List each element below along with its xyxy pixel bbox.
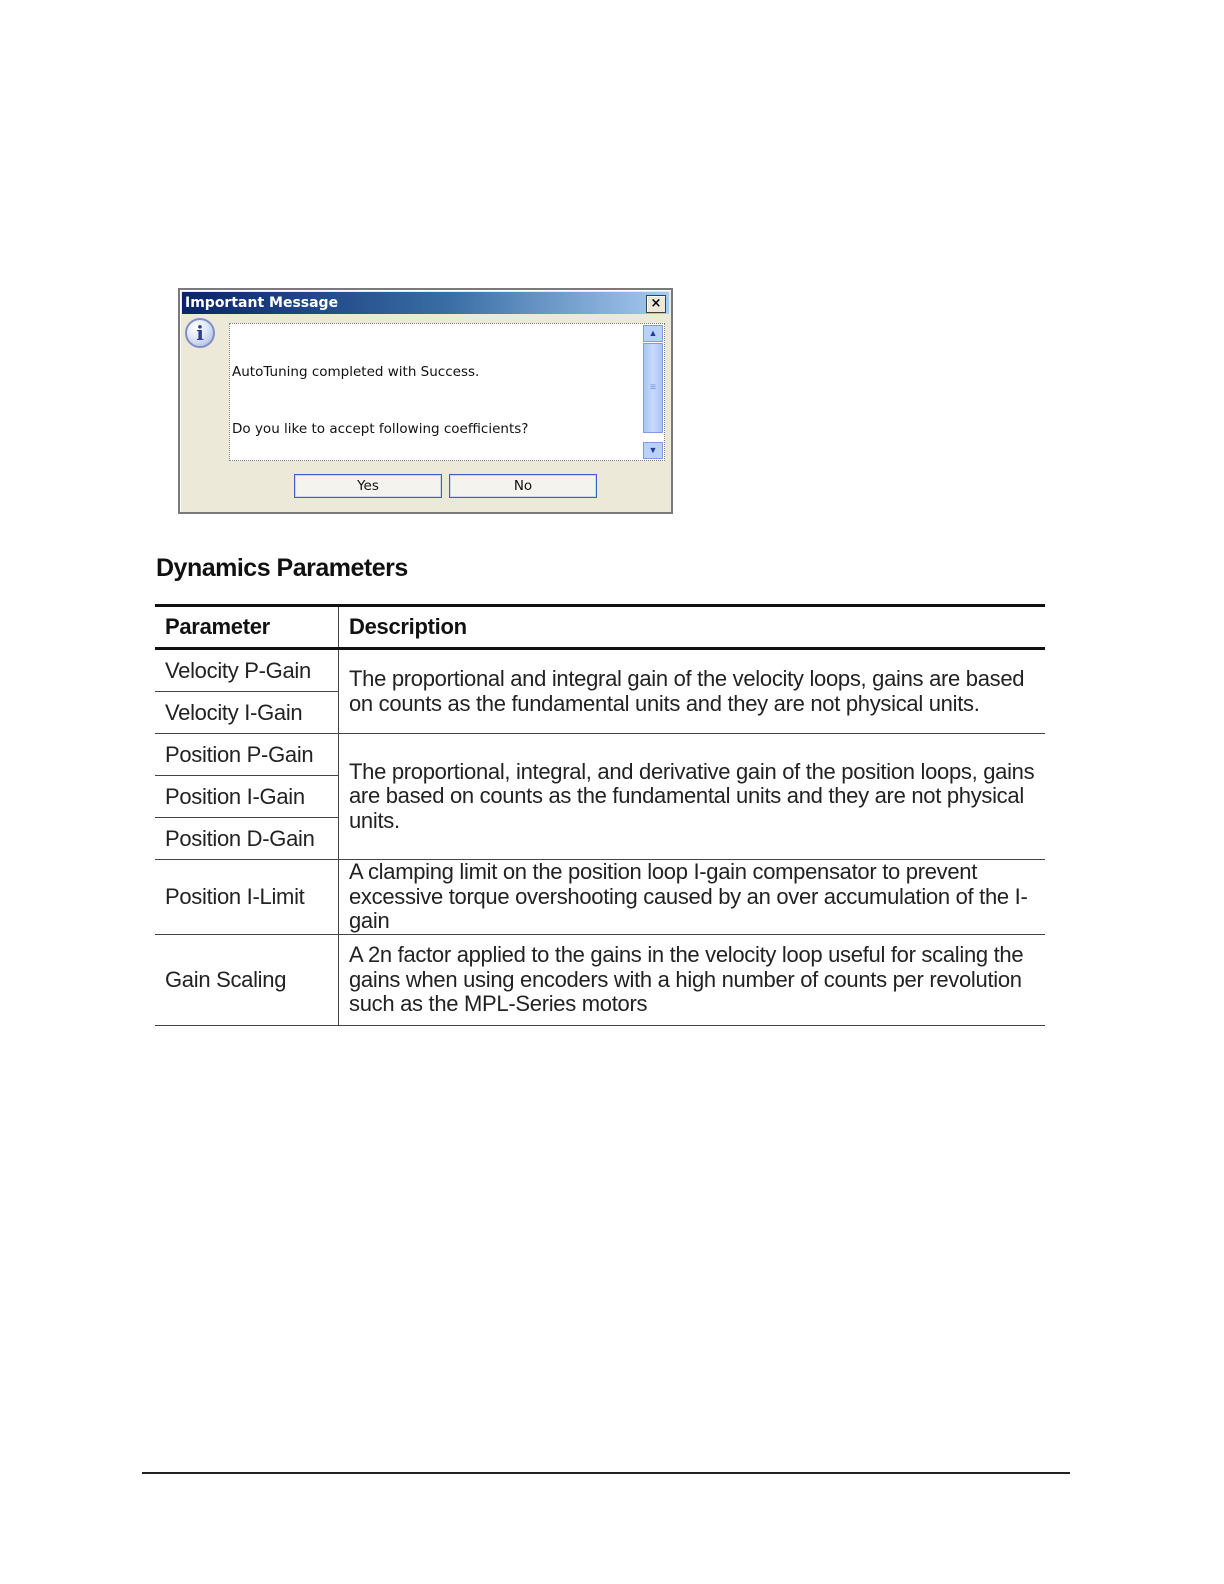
description-cell: The proportional and integral gain of the velocity loops, gains are based on counts as the fundamental units and they are not physical units. bbox=[339, 649, 1046, 734]
section-title: Dynamics Parameters bbox=[156, 554, 408, 582]
grip-icon: ≡ bbox=[650, 382, 656, 393]
important-message-dialog bbox=[178, 288, 673, 514]
close-icon: × bbox=[650, 296, 662, 311]
dynamics-parameters-table bbox=[155, 604, 1045, 1026]
parameter-cell: Velocity P-Gain bbox=[155, 649, 339, 692]
no-button[interactable]: No bbox=[449, 474, 597, 498]
parameter-cell: Position D-Gain bbox=[155, 818, 339, 860]
message-lines bbox=[232, 326, 642, 461]
parameter-cell: Position I-Gain bbox=[155, 776, 339, 818]
description-cell: The proportional, integral, and derivative gain of the position loops, gains are based on counts as the fundamental units and they are not physical units. bbox=[339, 734, 1046, 860]
column-divider-tail bbox=[338, 1020, 339, 1026]
footer-rule bbox=[142, 1472, 1070, 1474]
arrow-up-icon: ▲ bbox=[648, 328, 658, 338]
close-button[interactable] bbox=[646, 295, 666, 313]
message-line: Do you like to accept following coefficients? bbox=[232, 420, 529, 437]
message-line: AutoTuning completed with Success. bbox=[232, 364, 480, 381]
arrow-down-icon: ▼ bbox=[648, 445, 658, 455]
table-row bbox=[155, 734, 1045, 776]
table-row bbox=[155, 934, 1045, 1025]
header-description: Description bbox=[339, 606, 1046, 649]
parameter-cell: Position P-Gain bbox=[155, 734, 339, 776]
vertical-scrollbar[interactable] bbox=[643, 325, 663, 459]
scroll-down-button[interactable] bbox=[643, 442, 663, 459]
parameter-cell: Position I-Limit bbox=[155, 860, 339, 935]
scroll-up-button[interactable] bbox=[643, 325, 663, 342]
dialog-titlebar bbox=[182, 292, 669, 314]
table-row bbox=[155, 649, 1045, 692]
message-textbox[interactable] bbox=[229, 323, 665, 461]
description-cell: A 2n factor applied to the gains in the velocity loop useful for scaling the gains when using encoders with a high number of counts per revolution such as the MPL-Series motors bbox=[339, 934, 1046, 1025]
header-parameter: Parameter bbox=[155, 606, 339, 649]
table-row bbox=[155, 860, 1045, 935]
parameter-cell: Gain Scaling bbox=[155, 934, 339, 1025]
parameter-cell: Velocity I-Gain bbox=[155, 692, 339, 734]
description-cell: A clamping limit on the position loop I-gain compensator to prevent excessive torque overshooting caused by an over accumulation of the I-gain bbox=[339, 860, 1046, 935]
yes-button[interactable]: Yes bbox=[294, 474, 442, 498]
dialog-title: Important Message bbox=[185, 295, 339, 311]
info-icon: i bbox=[185, 318, 215, 348]
scroll-thumb[interactable] bbox=[643, 343, 663, 433]
table-header-row bbox=[155, 606, 1045, 649]
